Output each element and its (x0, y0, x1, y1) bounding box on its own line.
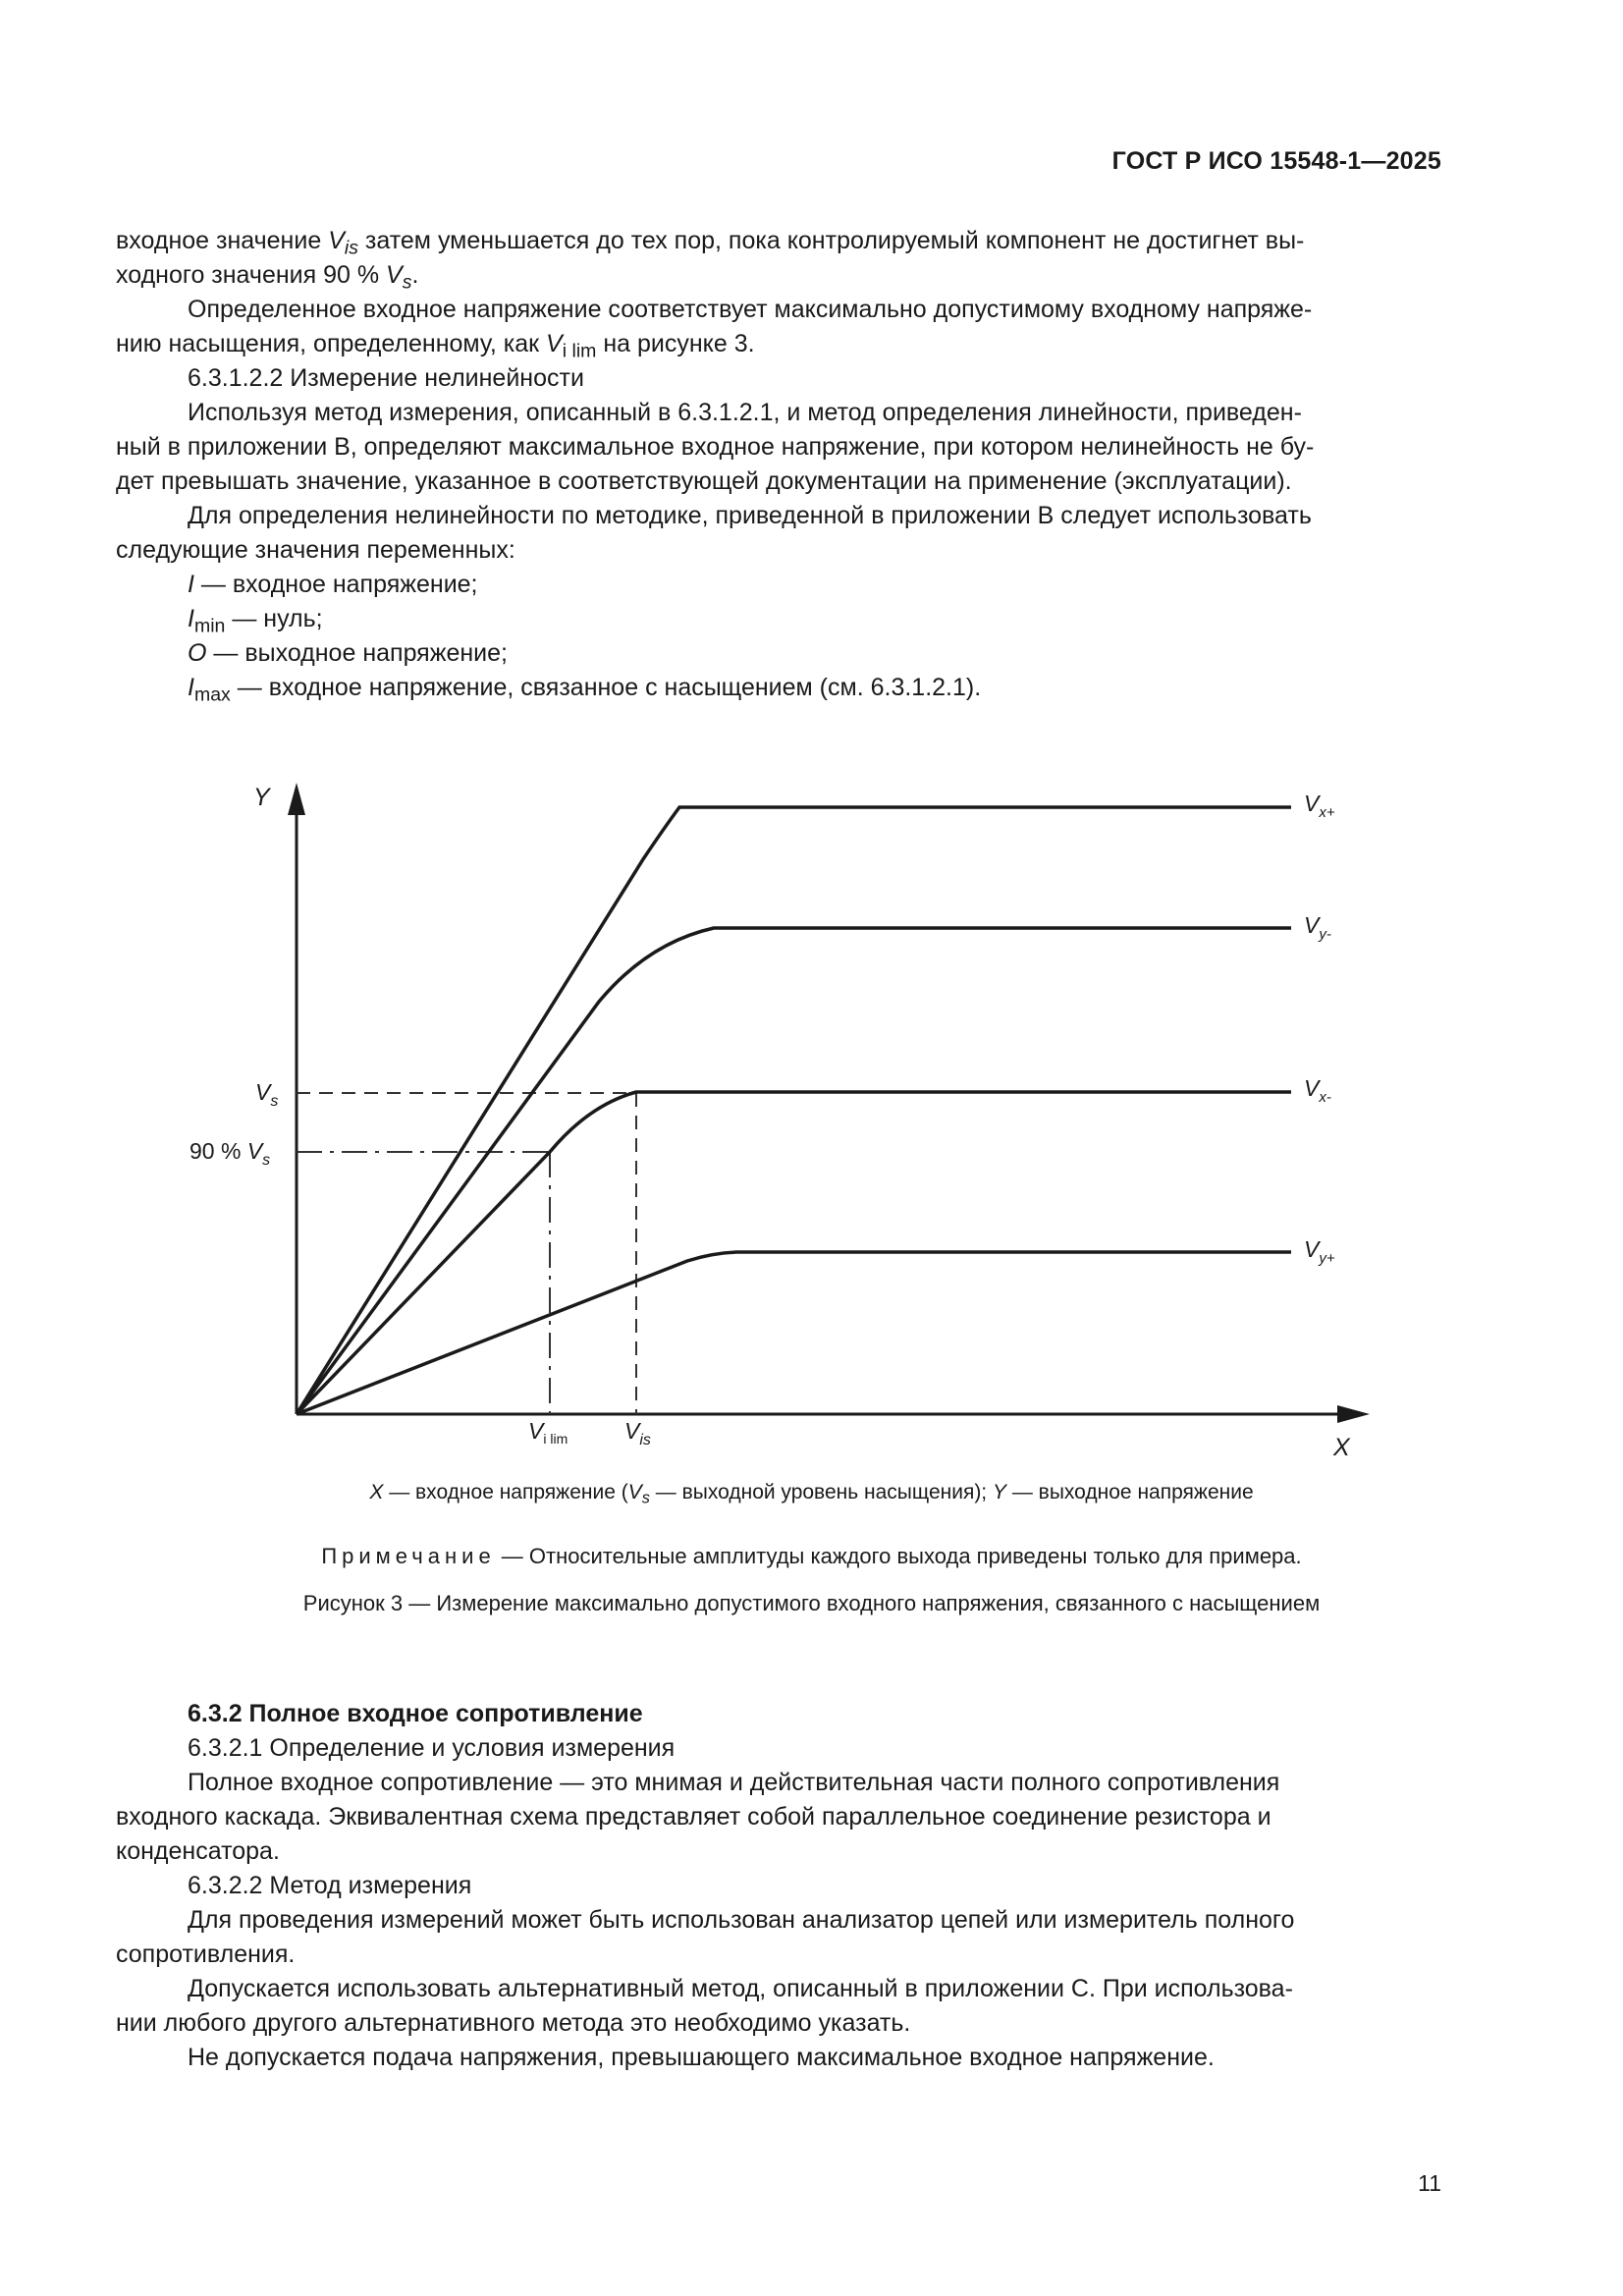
figure-note: Примечание — Относительные амплитуды каждого выхода приведены только для примера. (321, 1544, 1302, 1568)
x-tick-label-vilim: $V_{i lim}$ (528, 1418, 568, 1447)
section-text-block (116, 1697, 1439, 2075)
subsection-title: 6.3.2.1 Определение и условия измерения (188, 1734, 676, 1762)
curve-vx-plus (297, 807, 1291, 1414)
curve-vy-minus (297, 928, 1291, 1414)
paragraph-line: нии любого другого альтернативного метода это необходимо указать. (116, 2009, 911, 2037)
y-tick-label-vs: $V_s$ (255, 1079, 279, 1110)
paragraph-line: Полное входное сопротивление — это мнимая и действительная части полного сопротивления (188, 1769, 1280, 1796)
y-tick-label-90-vs: 90 % $V_s$ (189, 1138, 271, 1169)
variable-item: O — выходное напряжение; (188, 639, 508, 667)
paragraph-line: входного каскада. Эквивалентная схема представляет собой параллельное соединение резистора и (116, 1803, 1271, 1831)
paragraph-line: Используя метод измерения, описанный в 6.3.1.2.1, и метод определения линейности, приведен- (188, 399, 1302, 426)
subsection-title: 6.3.2.2 Метод измерения (188, 1872, 472, 1899)
curve-label-vx-plus: $V_{x+}$ (1304, 791, 1335, 821)
paragraph-line: ходного значения 90 % $V_s$. (116, 261, 419, 294)
top-text-block (116, 224, 1439, 705)
subsection-title: 6.3.1.2.2 Измерение нелинейности (188, 364, 584, 392)
paragraph-line: Допускается использовать альтернативный метод, описанный в приложении С. При использова- (188, 1975, 1293, 2002)
figure-caption: Рисунок 3 — Измерение максимально допустимого входного напряжения, связанного с насыщением (302, 1591, 1321, 1615)
variable-item: $I_{max}$ — входное напряжение, связанное с насыщением (см. 6.3.1.2.1). (188, 674, 982, 706)
paragraph-line: конденсатора. (116, 1837, 280, 1865)
saturation-figure (0, 756, 1623, 1483)
paragraph-line: Для определения нелинейности по методике, приведенной в приложении В следует использовать (188, 502, 1312, 529)
section-heading: 6.3.2 Полное входное сопротивление (188, 1700, 643, 1727)
y-axis-label: Y (253, 784, 270, 811)
x-tick-label-vis: $V_{is}$ (624, 1418, 651, 1449)
paragraph-line: Не допускается подача напряжения, превышающего максимальное входное напряжение. (188, 2044, 1215, 2071)
paragraph-line: нию насыщения, определенному, как $V_{i lim}$ на рисунке 3. (116, 330, 755, 362)
curve-label-vy-plus: $V_{y+}$ (1304, 1236, 1335, 1267)
curve-label-vy-minus: $V_{y-}$ (1304, 912, 1331, 943)
y-axis-arrow-icon (288, 783, 305, 815)
page-number: 11 (1418, 2170, 1441, 2196)
document-id-header: ГОСТ Р ИСО 15548-1—2025 (1111, 147, 1441, 175)
paragraph-line: входное значение $V_{is}$ затем уменьшается до тех пор, пока контролируемый компонент не достигнет вы- (116, 227, 1305, 259)
paragraph-line: Определенное входное напряжение соответствует максимально допустимому входному напряже- (188, 296, 1313, 323)
paragraph-line: ный в приложении В, определяют максимальное входное напряжение, при котором нелинейность не бу- (116, 433, 1315, 461)
variable-item: $I_{min}$ — нуль; (188, 605, 323, 637)
curve-vy-plus (297, 1252, 1291, 1414)
curve-label-vx-minus: $V_{x-}$ (1304, 1075, 1331, 1106)
x-axis-label: X (1333, 1434, 1350, 1461)
paragraph-line: следующие значения переменных: (116, 536, 515, 564)
paragraph-line: Для проведения измерений может быть использован анализатор цепей или измеритель полного (188, 1906, 1295, 1934)
x-axis-arrow-icon (1337, 1405, 1370, 1423)
paragraph-line: дет превышать значение, указанное в соответствующей документации на применение (эксплуатации). (116, 467, 1292, 495)
figure-legend: X — входное напряжение ($V_s$ — выходной уровень насыщения); Y — выходное напряжение (369, 1481, 1254, 1507)
variable-item: I — входное напряжение; (188, 571, 478, 598)
paragraph-line: сопротивления. (116, 1941, 296, 1968)
